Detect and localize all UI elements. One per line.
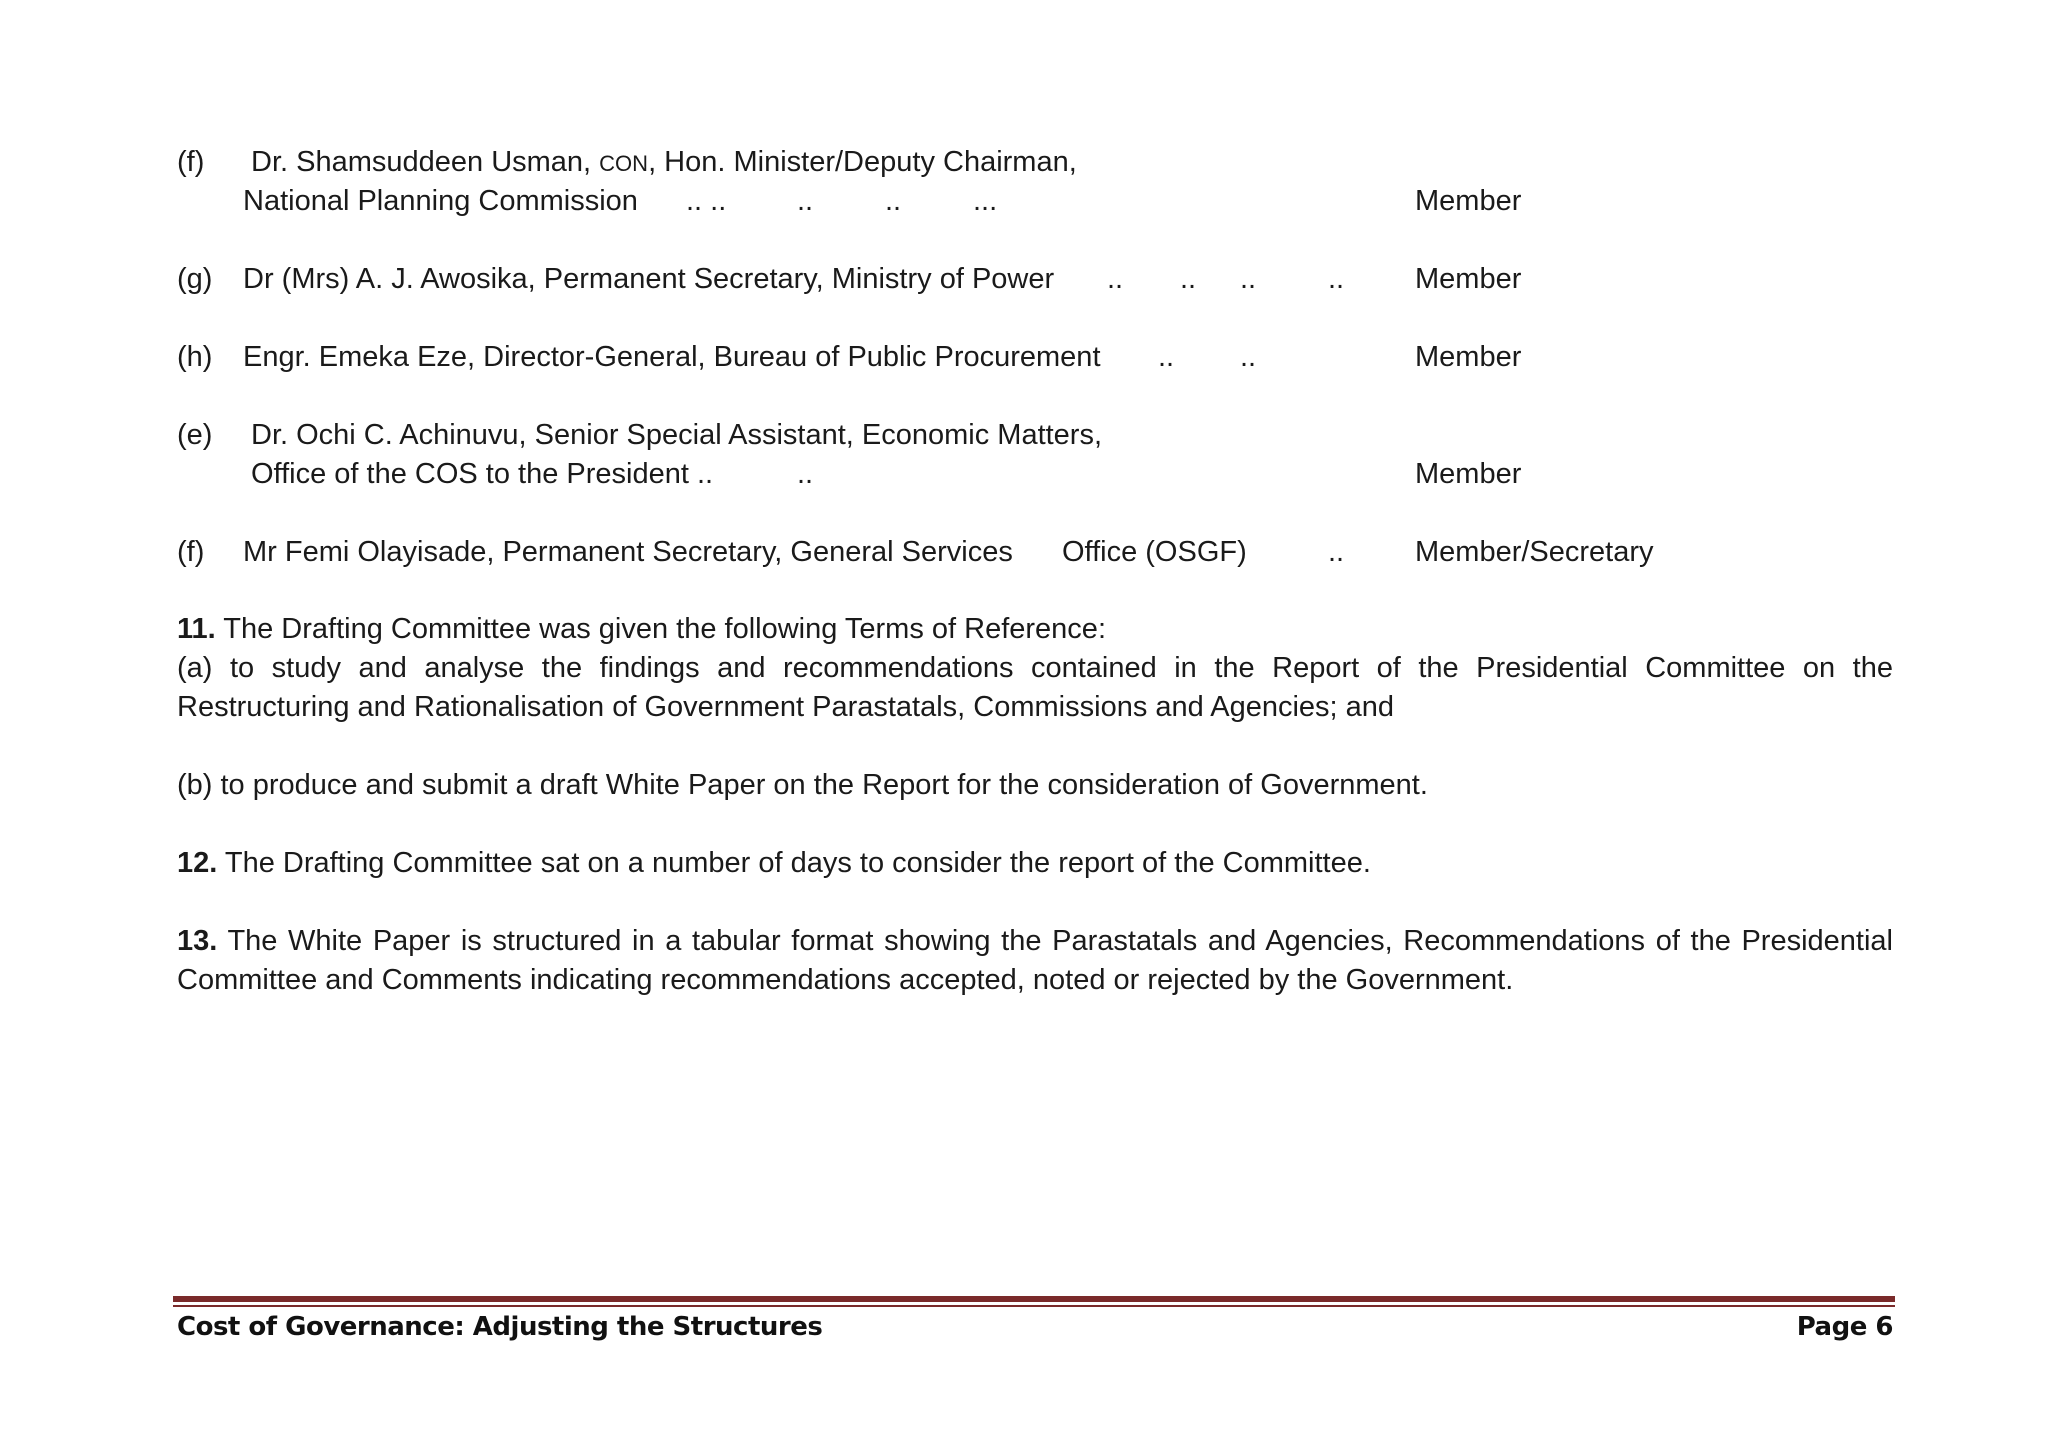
leader-dots: ... bbox=[973, 185, 998, 217]
member-name-line1 bbox=[251, 148, 1077, 177]
paragraph-11-heading bbox=[177, 610, 1893, 649]
paragraph-text: The Drafting Committee was given the following Terms of Reference: bbox=[215, 613, 1106, 645]
member-role: Member bbox=[1415, 263, 1522, 295]
leader-dots: .. bbox=[1240, 263, 1257, 295]
page-number: Page 6 bbox=[1796, 1312, 1893, 1342]
footer-title: Cost of Governance: Adjusting the Structures bbox=[177, 1312, 823, 1342]
member-name-post: , Hon. Minister/Deputy Chairman, bbox=[648, 146, 1077, 178]
leader-dots: .. .. bbox=[686, 185, 727, 217]
terms-item-b: (b) to produce and submit a draft White Paper on the Report for the consideration of Government. bbox=[177, 769, 1428, 801]
member-name-pre: Dr. Shamsuddeen Usman, bbox=[251, 146, 600, 178]
honour-con: CON bbox=[599, 151, 649, 176]
paragraph-13 bbox=[177, 922, 1893, 1000]
member-label: (e) bbox=[177, 419, 213, 451]
member-role: Member bbox=[1415, 458, 1522, 490]
member-name-line1: Dr. Ochi C. Achinuvu, Senior Special Assistant, Economic Matters, bbox=[251, 419, 1103, 451]
member-label: (g) bbox=[177, 263, 213, 295]
leader-dots: .. bbox=[797, 458, 814, 490]
paragraph-text: The White Paper is structured in a tabular format showing the Parastatals and Agencies, Recommendations of the Presidential Committee and Comments indicating recommendations accepted, noted or rejected by the Government. bbox=[177, 925, 1893, 996]
member-office: Office (OSGF) bbox=[1062, 536, 1247, 568]
leader-dots: .. bbox=[885, 185, 902, 217]
terms-item-a: (a) to study and analyse the findings and recommendations contained in the Report of the Presidential Committee on the Restructuring and Rationalisation of Government Parastatals, Commissions and Agencies; and bbox=[177, 652, 1893, 723]
member-role: Member/Secretary bbox=[1415, 536, 1654, 568]
leader-dots: .. bbox=[1158, 341, 1175, 373]
leader-dots: .. bbox=[1328, 263, 1345, 295]
member-name-line2: Office of the COS to the President .. bbox=[251, 458, 714, 490]
member-name-line2: National Planning Commission bbox=[243, 185, 638, 217]
member-name: Dr (Mrs) A. J. Awosika, Permanent Secretary, Ministry of Power bbox=[243, 263, 1055, 295]
leader-dots: .. bbox=[797, 185, 814, 217]
paragraph-number: 13. bbox=[177, 925, 218, 957]
leader-dots: .. bbox=[1107, 263, 1124, 295]
member-label: (h) bbox=[177, 341, 213, 373]
member-role: Member bbox=[1415, 185, 1522, 217]
member-name: Engr. Emeka Eze, Director-General, Bureau of Public Procurement bbox=[243, 341, 1101, 373]
footer-divider-thin bbox=[173, 1305, 1895, 1307]
paragraph-number: 11. bbox=[177, 613, 216, 645]
paragraph-11 bbox=[177, 610, 1893, 727]
leader-dots: .. bbox=[1328, 536, 1345, 568]
footer-divider bbox=[173, 1296, 1895, 1302]
leader-dots: .. bbox=[1180, 263, 1197, 295]
member-name: Mr Femi Olayisade, Permanent Secretary, General Services bbox=[243, 536, 1013, 568]
leader-dots: .. bbox=[1240, 341, 1257, 373]
member-label: (f) bbox=[177, 536, 205, 568]
paragraph-text: The Drafting Committee sat on a number of days to consider the report of the Committee. bbox=[217, 847, 1371, 879]
member-role: Member bbox=[1415, 341, 1522, 373]
paragraph-number: 12. bbox=[177, 847, 218, 879]
member-label: (f) bbox=[177, 146, 205, 178]
paragraph-12 bbox=[177, 844, 1893, 883]
